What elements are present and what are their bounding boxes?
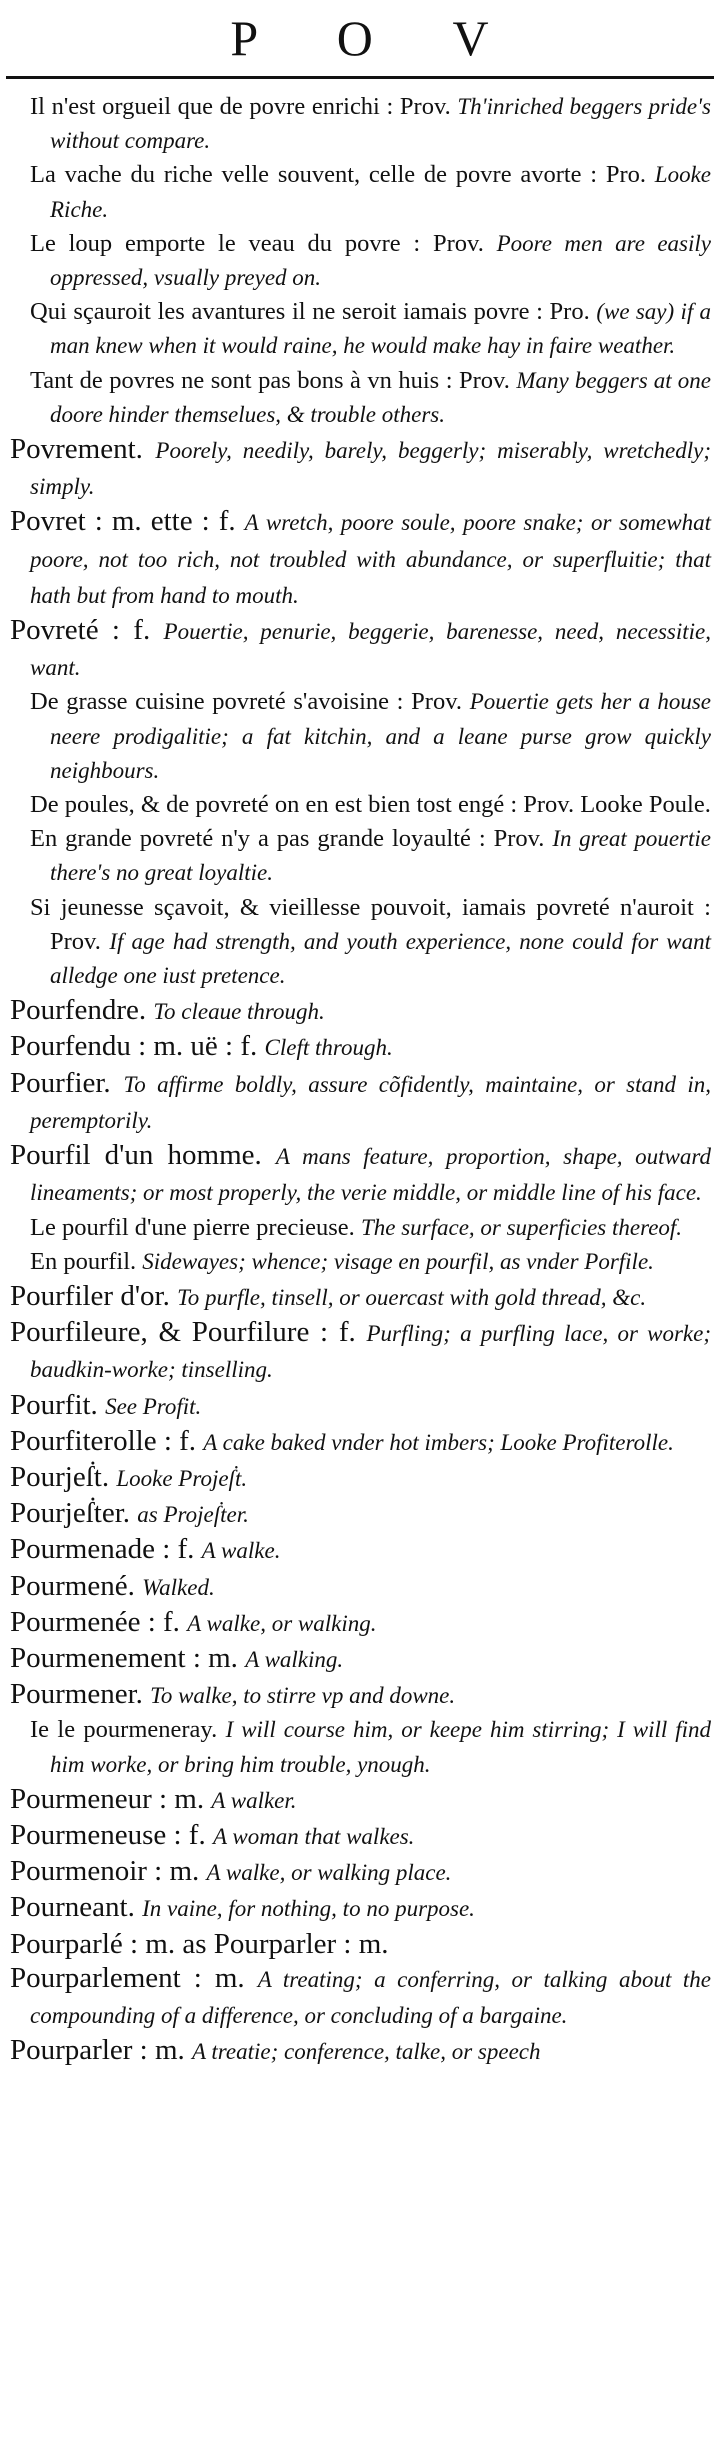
entry-gloss: A walke, or walking place. (206, 1860, 452, 1886)
headword-entry (0, 1782, 719, 1818)
headword-entry (0, 1138, 719, 1210)
entry-text: Pourfiterolle : f. (10, 1424, 197, 1457)
headword-entry (0, 1388, 719, 1424)
headword-entry (0, 1029, 719, 1065)
headword-entry (0, 1677, 719, 1713)
entry-text: Pourmener. (10, 1678, 143, 1711)
entry-gloss: Purfling; a purfling lace, or worke; baudkin-worke; tinselling. (30, 1321, 711, 1383)
entry-text: Pourparlement : m. (10, 1961, 245, 1994)
entry-text: Pourfiler d'or. (10, 1279, 170, 1312)
headword-entry (0, 2033, 719, 2069)
entry-gloss: A treating; a conferring, or talking about the compounding of a difference, or concluding of a bargaine. (30, 1966, 711, 2028)
entry-text: Tant de povres ne sont pas bons à vn huis : Prov. (30, 366, 510, 394)
entry-text: Povreté : f. (10, 614, 151, 647)
entry-list (0, 90, 719, 2069)
entry-text: Pourmené. (10, 1569, 135, 1602)
sub-entry (0, 295, 719, 363)
headword-entry (0, 1961, 719, 2033)
entry-gloss: Cleft through. (264, 1035, 393, 1061)
entry-text: Pourparlé : m. as Pourparler : m. (10, 1927, 389, 1960)
entry-text: Pourmeneur : m. (10, 1782, 205, 1815)
entry-text: En pourfil. (30, 1247, 137, 1275)
entry-text: Pourmenade : f. (10, 1533, 195, 1566)
headword-entry (0, 1854, 719, 1890)
entry-gloss: Pouertie, penurie, beggerie, barenesse, need, necessitie, want. (30, 619, 712, 681)
headword-entry (0, 1818, 719, 1854)
headword-entry (0, 1496, 719, 1532)
entry-text: Pourparler : m. (10, 2034, 185, 2067)
header-rule (6, 76, 714, 79)
sub-entry (0, 788, 719, 822)
entry-text: Pourmenoir : m. (10, 1855, 200, 1888)
sub-entry (0, 1713, 719, 1781)
sub-entry (0, 90, 719, 158)
headword-entry (0, 1315, 719, 1387)
entry-text: Ie le pourmeneray. (30, 1716, 218, 1744)
entry-gloss: In great pouertie there's no great loyaltie. (50, 826, 711, 886)
entry-gloss: as Projeẛter. (137, 1502, 249, 1528)
entry-text: Le pourfil d'une pierre precieuse. (30, 1213, 355, 1241)
entry-text: Pourmenée : f. (10, 1605, 180, 1638)
entry-gloss: Walked. (142, 1574, 215, 1600)
entry-text: Pourfileure, & Pourfilure : f. (10, 1316, 356, 1349)
entry-gloss: A woman that walkes. (212, 1823, 415, 1849)
entry-text: Qui sçauroit les avantures il ne seroit iamais povre : Pro. (30, 298, 590, 326)
entry-text: Povret : m. ette : f. (10, 505, 236, 538)
entry-gloss: In vaine, for nothing, to no purpose. (142, 1896, 475, 1922)
page-header: P O V (230, 10, 523, 66)
entry-text: Pourfendre. (10, 994, 147, 1027)
sub-entry (0, 158, 719, 226)
headword-entry (0, 1890, 719, 1926)
entry-text: Il n'est orgueil que de povre enrichi : Prov. (30, 93, 451, 120)
entry-text: Pourfendu : m. uë : f. (10, 1030, 258, 1063)
entry-gloss: Looke Riche. (50, 162, 711, 222)
headword-entry (0, 613, 719, 685)
entry-gloss: To walke, to stirre vp and downe. (150, 1683, 456, 1709)
entry-gloss: A mans feature, proportion, shape, outward lineaments; or most properly, the verie middle, or middle line of his face. (30, 1144, 711, 1206)
entry-text: En grande povreté n'y a pas grande loyaulté : Prov. (30, 825, 545, 853)
entry-gloss: See Profit. (105, 1393, 202, 1419)
entry-gloss: Many beggers at one doore hinder themselues, & trouble others. (50, 367, 711, 427)
headword-entry (0, 432, 719, 504)
entry-gloss: A walke, or walking. (187, 1610, 377, 1636)
entry-text: Si jeunesse sçavoit, & vieillesse pouvoit, iamais povreté n'auroit : Prov. (30, 893, 711, 955)
entry-text: Pourmeneuse : f. (10, 1818, 206, 1851)
headword-entry (0, 993, 719, 1029)
entry-gloss: A cake baked vnder hot imbers; Looke Profiterolle. (203, 1429, 674, 1455)
sub-entry (0, 364, 719, 432)
entry-gloss: A treatie; conference, talke, or speech (192, 2039, 541, 2065)
entry-text: Le loup emporte le veau du povre : Prov. (30, 229, 484, 257)
entry-text: La vache du riche velle souvent, celle de povre avorte : Pro. (30, 161, 647, 189)
entry-gloss: Th'inriched beggers pride's without compare. (50, 94, 711, 154)
entry-text: Pourfit. (10, 1388, 98, 1421)
headword-entry (0, 1641, 719, 1677)
headword-entry (0, 1279, 719, 1315)
headword-entry (0, 1532, 719, 1568)
entry-text: Pourmenement : m. (10, 1641, 238, 1674)
entry-gloss: Looke Projeẛt. (116, 1465, 248, 1491)
entry-text: Pourjeẛt. (10, 1460, 110, 1493)
sub-entry (0, 1211, 719, 1245)
headword-entry (0, 504, 719, 613)
entry-text: De grasse cuisine povreté s'avoisine : Prov. (30, 688, 462, 716)
entry-text: Pourfil d'un homme. (10, 1139, 262, 1172)
entry-text: Pourfier. (10, 1066, 111, 1099)
entry-gloss: A walke. (201, 1538, 281, 1564)
entry-gloss: A walker. (211, 1787, 297, 1813)
headword-entry (0, 1460, 719, 1496)
entry-gloss: A wretch, poore soule, poore snake; or somewhat poore, not too rich, not troubled with abundance, or superfluitie; that hath but from hand to mouth. (30, 510, 711, 608)
headword-entry (0, 1424, 719, 1460)
entry-text: Pourneant. (10, 1891, 135, 1924)
headword-entry (0, 1927, 719, 1961)
entry-gloss: (we say) if a man knew when it would raine, he would make hay in faire weather. (50, 299, 711, 359)
sub-entry (0, 1245, 719, 1279)
entry-gloss: Poore men are easily oppressed, vsually preyed on. (50, 230, 711, 291)
sub-entry (0, 685, 719, 788)
entry-gloss: Poorely, needily, barely, beggerly; miserably, wretchedly; simply. (30, 438, 712, 500)
entry-text: De poules, & de povreté on en est bien tost engé : Prov. Looke Poule. (30, 791, 711, 819)
headword-entry (0, 1066, 719, 1138)
entry-gloss: Sidewayes; whence; visage en pourfil, as vnder Porfile. (142, 1248, 654, 1274)
entry-text: Povrement. (10, 433, 143, 466)
entry-gloss: To purfle, tinsell, or ouercast with gold thread, &c. (177, 1284, 647, 1310)
entry-gloss: If age had strength, and youth experience, none could for want alledge one iust pretence. (50, 928, 712, 989)
entry-gloss: Pouertie gets her a house neere prodigalitie; a fat kitchin, and a leane purse grow quickly neighbours. (50, 689, 711, 783)
entry-text: Pourjeẛter. (10, 1497, 131, 1530)
entry-gloss: A walking. (245, 1646, 344, 1672)
sub-entry (0, 891, 719, 994)
sub-entry (0, 227, 719, 295)
headword-entry (0, 1569, 719, 1605)
sub-entry (0, 822, 719, 890)
entry-gloss: To affirme boldly, assure cõfidently, maintaine, or stand in, peremptorily. (30, 1071, 712, 1133)
entry-gloss: I will course him, or keepe him stirring; I will find him worke, or bring him trouble, ynough. (50, 1717, 712, 1777)
headword-entry (0, 1605, 719, 1641)
entry-gloss: To cleaue through. (153, 999, 325, 1025)
entry-gloss: The surface, or superficies thereof. (360, 1214, 683, 1240)
